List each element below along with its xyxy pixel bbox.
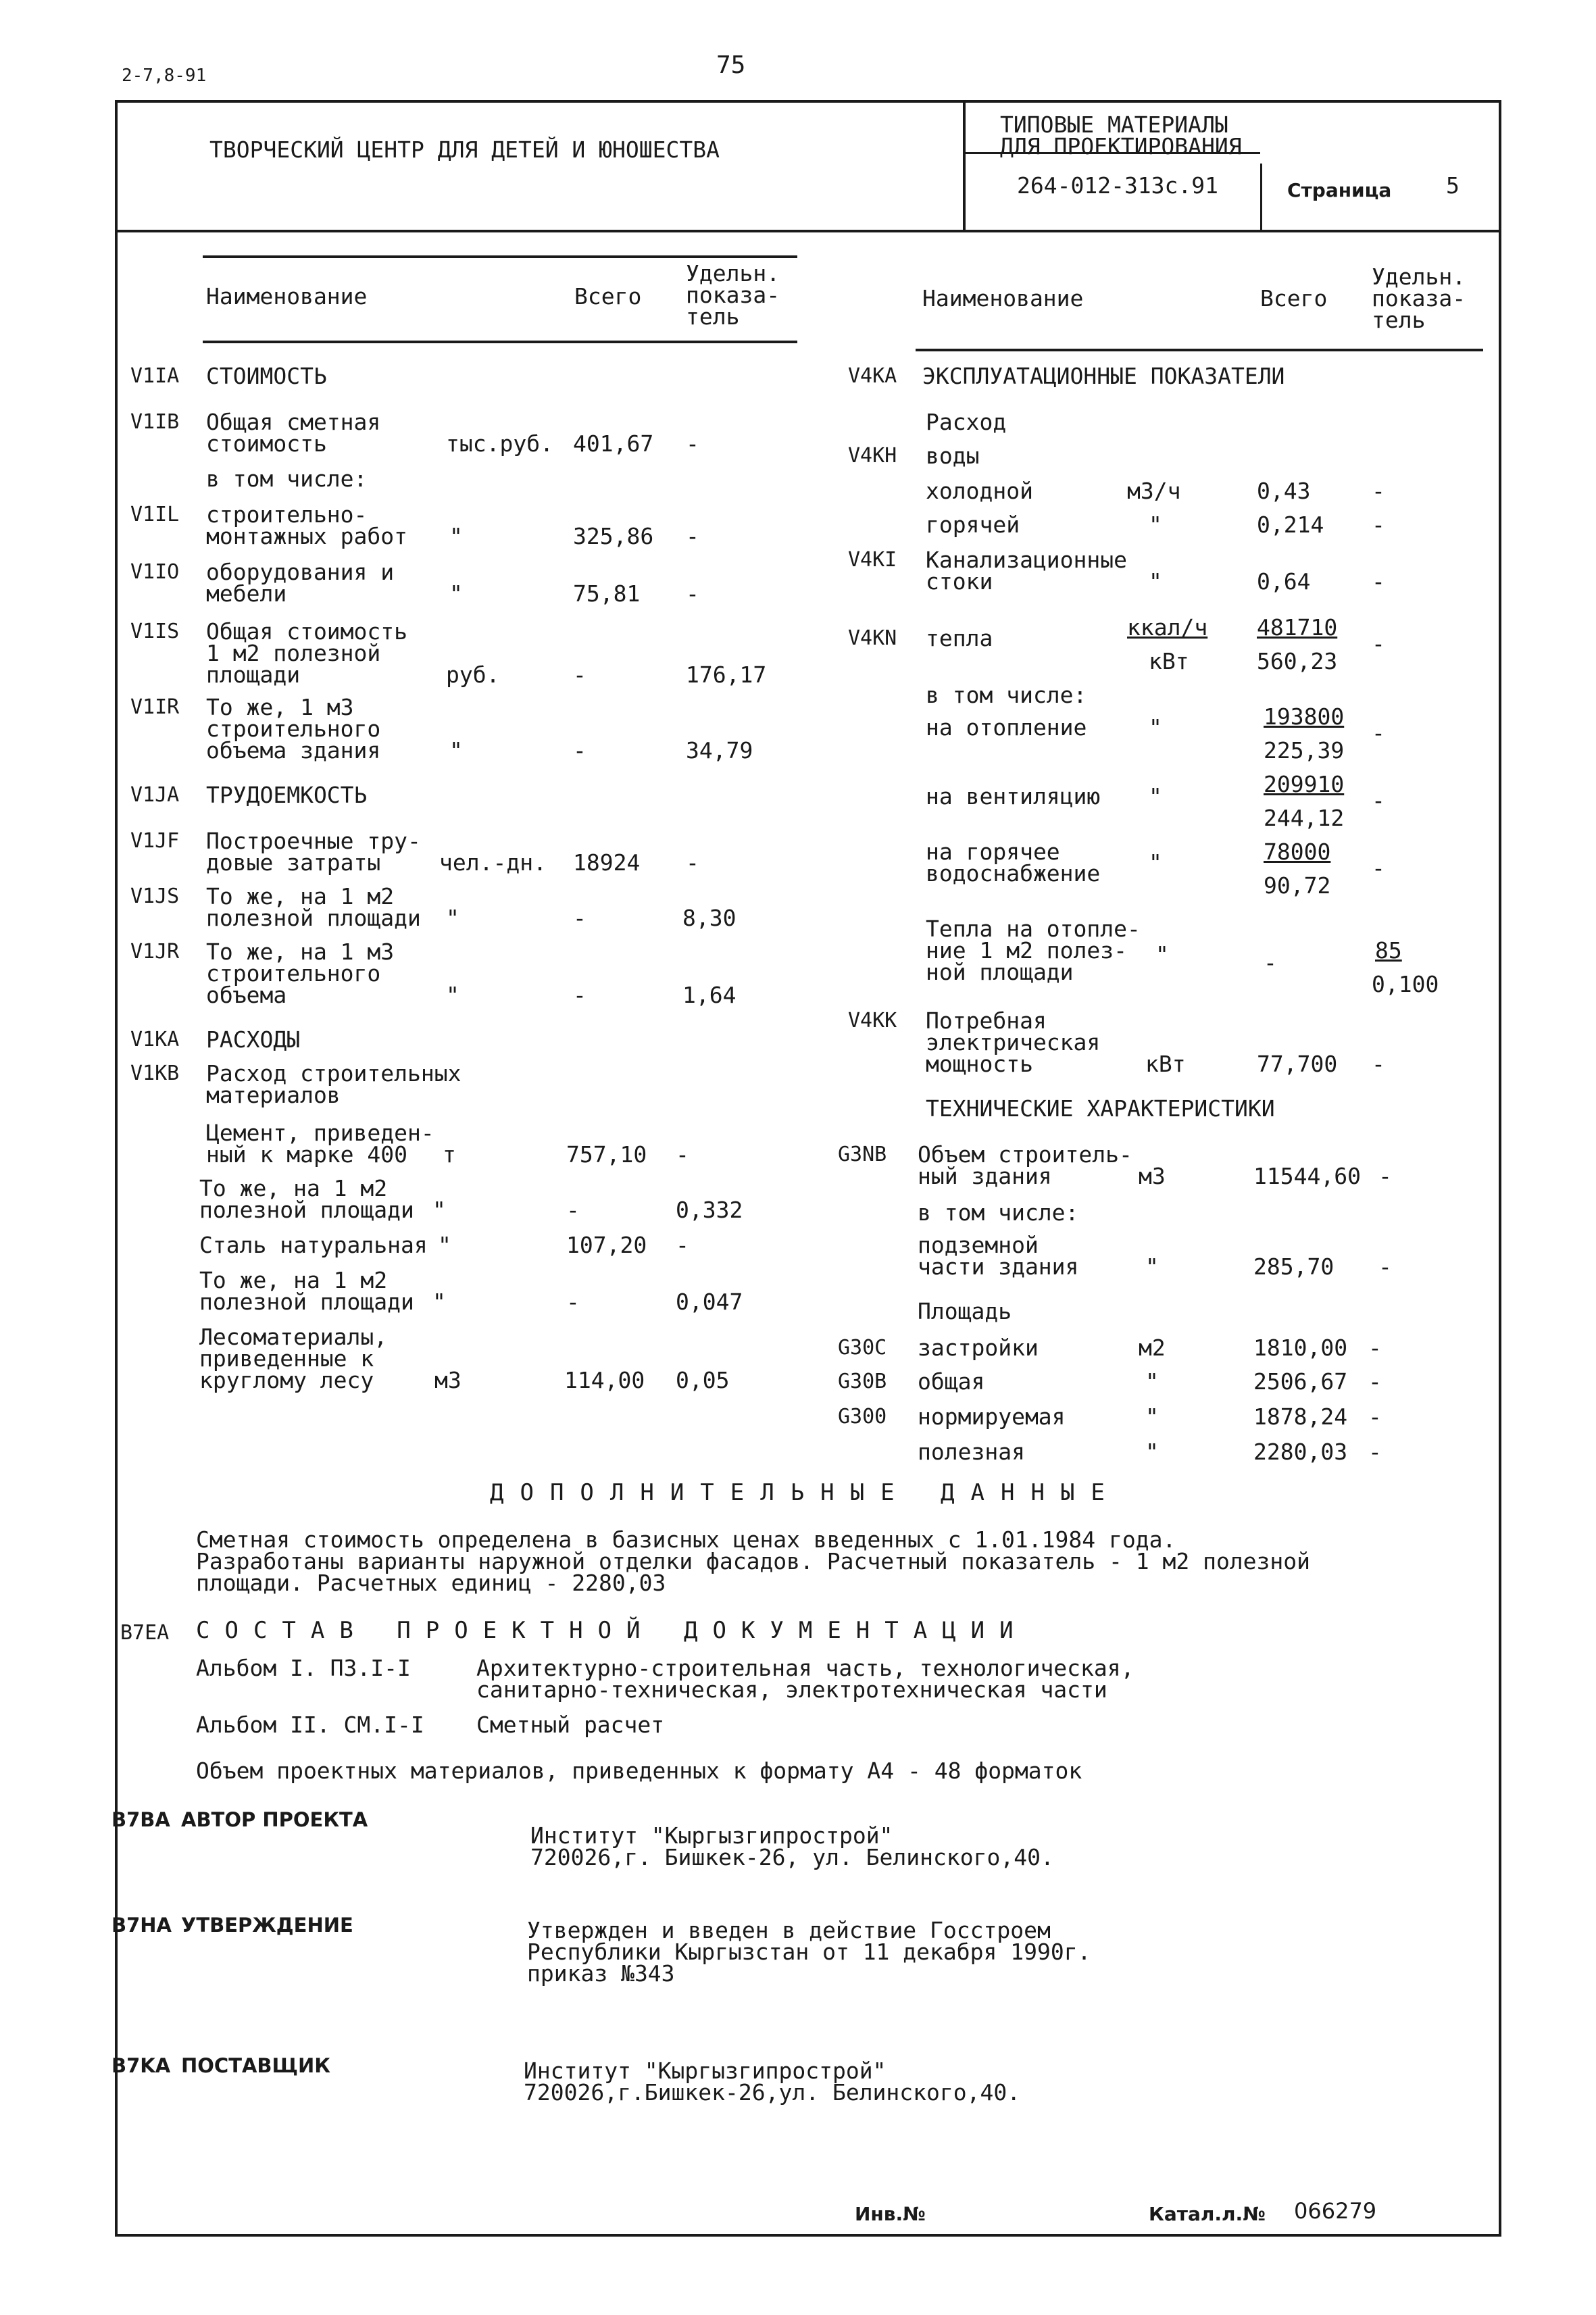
left-header-bottom-rule	[203, 341, 797, 343]
row-name: тепла	[926, 625, 993, 651]
row-name: объема здания	[206, 737, 381, 764]
row-name: СТОИМОСТЬ	[206, 363, 327, 389]
row-code: V4KN	[848, 626, 897, 650]
row-name: То же, на 1 м2	[199, 1175, 388, 1201]
row-unit: "	[1145, 1439, 1159, 1465]
right-col-spec2: показа-	[1372, 285, 1466, 312]
row-total: 1810,00	[1253, 1335, 1348, 1361]
row-spec: 0,05	[676, 1367, 730, 1393]
row-name: То же, 1 м3	[206, 694, 354, 720]
row-name: на отопление	[926, 714, 1087, 741]
row-name: водоснабжение	[926, 860, 1101, 887]
row-spec: -	[686, 580, 699, 607]
row-unit: "	[1149, 714, 1162, 741]
row-name: электрическая	[926, 1029, 1101, 1055]
row-name: Площадь	[918, 1298, 1012, 1324]
row-name: ный здания	[918, 1163, 1052, 1189]
row-total: 757,10	[566, 1141, 647, 1168]
supplier-line2: 720026,г.Бишкек-26,ул. Белинского,40.	[524, 2079, 1021, 2106]
row-name: Общая сметная	[206, 409, 381, 435]
row-total: 401,67	[573, 430, 654, 457]
row-spec: -	[1372, 1051, 1385, 1077]
row-unit: "	[1149, 512, 1162, 538]
row-unit: "	[1145, 1403, 1159, 1430]
row-name: Потребная	[926, 1007, 1047, 1034]
album2-desc: Сметный расчет	[476, 1712, 665, 1738]
header-divider	[115, 230, 1501, 232]
row-code: V4KH	[848, 444, 897, 468]
row-name: стоки	[926, 568, 993, 595]
left-col-total: Всего	[574, 283, 642, 309]
row-name: То же, на 1 м2	[206, 883, 395, 910]
row-unit: "	[449, 737, 463, 764]
row-spec: -	[1368, 1439, 1382, 1465]
row-name: полезной площади	[199, 1289, 414, 1315]
approval-line2: Республики Кыргызстан от 11 декабря 1990г.	[527, 1939, 1091, 1965]
row-spec: -	[686, 849, 699, 876]
row-name: То же, на 1 м3	[206, 939, 395, 965]
author-code: B7BA	[111, 1808, 170, 1831]
row-name: Тепла на отопле-	[926, 916, 1141, 942]
row-total2: 560,23	[1257, 648, 1338, 674]
row-unit: "	[432, 1197, 446, 1223]
row-unit: руб.	[446, 662, 500, 688]
right-col-spec3: тель	[1372, 307, 1426, 333]
row-spec: 0,332	[676, 1197, 743, 1223]
row-name: подземной	[918, 1232, 1039, 1258]
row-total2: 225,39	[1264, 737, 1345, 764]
row-name: Построечные тру-	[206, 828, 421, 854]
row-code: G30C	[838, 1336, 887, 1360]
row-name: 1 м2 полезной	[206, 640, 381, 666]
composition-heading: СОСТАВ ПРОЕКТНОЙ ДОКУМЕНТАЦИИ	[196, 1617, 1028, 1644]
row-code: V1IA	[130, 364, 180, 388]
row-spec: -	[1372, 568, 1385, 595]
row-total: 193800	[1264, 703, 1345, 730]
row-name: ние 1 м2 полез-	[926, 937, 1128, 964]
volume-note: Объем проектных материалов, приведенных к формату А4 - 48 форматок	[196, 1758, 1082, 1784]
page-value: 5	[1446, 172, 1460, 199]
supplier-code: B7KA	[111, 2054, 171, 2077]
row-unit: тыс.руб.	[446, 430, 553, 457]
row-spec: 8,30	[682, 905, 737, 931]
page-number: 75	[716, 51, 746, 79]
row-name: ТЕХНИЧЕСКИЕ ХАРАКТЕРИСТИКИ	[926, 1095, 1275, 1122]
row-name: мебели	[206, 580, 287, 607]
row-code: V4KK	[848, 1009, 897, 1032]
author-line2: 720026,г. Бишкек-26, ул. Белинского,40.	[530, 1844, 1054, 1870]
row-name: Расход	[926, 409, 1007, 435]
row-name: ной площади	[926, 959, 1074, 985]
row-total2: 244,12	[1264, 805, 1345, 831]
row-unit2: кВт	[1149, 648, 1189, 674]
row-code: V1IO	[130, 560, 180, 584]
row-name: Сталь натуральная	[199, 1232, 428, 1258]
row-name: объема	[206, 982, 287, 1008]
row-spec: -	[1372, 787, 1385, 814]
row-unit: "	[438, 1232, 451, 1258]
row-name: Цемент, приведен-	[206, 1120, 434, 1146]
row-name: холодной	[926, 478, 1033, 504]
row-total: 285,70	[1253, 1253, 1335, 1280]
row-unit: т	[443, 1141, 456, 1168]
row-name: в том числе:	[918, 1199, 1079, 1226]
row-spec: -	[1372, 478, 1385, 504]
catalog-number: 066279	[1294, 2198, 1377, 2224]
left-col-name: Наименование	[206, 283, 368, 309]
row-total: 2506,67	[1253, 1368, 1348, 1395]
supplier-line1: Институт "Кыргызгипрострой"	[524, 2058, 887, 2084]
document-title: ТВОРЧЕСКИЙ ЦЕНТР ДЛЯ ДЕТЕЙ И ЮНОШЕСТВА	[209, 136, 720, 163]
row-name: на вентиляцию	[926, 783, 1101, 810]
additional-line2: Разработаны варианты наружной отделки фасадов. Расчетный показатель - 1 м2 полезной	[196, 1548, 1311, 1574]
row-spec: -	[676, 1141, 689, 1168]
row-total: 18924	[573, 849, 641, 876]
catalog-label: Катал.л.№	[1149, 2203, 1266, 2225]
row-unit: м3/ч	[1127, 478, 1181, 504]
row-code: G3NB	[838, 1143, 887, 1166]
additional-line3: площади. Расчетных единиц - 2280,03	[196, 1570, 666, 1596]
row-name: в том числе:	[206, 466, 368, 492]
approval-code: B7HA	[111, 1914, 172, 1937]
row-code: V1IL	[130, 503, 180, 526]
series-line2: ДЛЯ ПРОЕКТИРОВАНИЯ	[1000, 133, 1242, 159]
row-name: круглому лесу	[199, 1367, 374, 1393]
row-name: Общая стоимость	[206, 618, 408, 645]
page-label: Страница	[1287, 179, 1392, 201]
row-spec: -	[1372, 630, 1385, 657]
row-name: Расход строительных	[206, 1060, 462, 1087]
row-unit: кВт	[1145, 1051, 1186, 1077]
row-name: оборудования и	[206, 559, 395, 585]
row-total: 75,81	[573, 580, 641, 607]
row-name: ТРУДОЕМКОСТЬ	[206, 782, 368, 808]
row-total: 0,43	[1257, 478, 1311, 504]
row-name: РАСХОДЫ	[206, 1026, 301, 1053]
row-unit: м3	[434, 1367, 462, 1393]
row-total: -	[1264, 949, 1277, 976]
row-spec: -	[1368, 1403, 1382, 1430]
header-vsep2	[1260, 164, 1262, 231]
row-unit: "	[446, 905, 459, 931]
row-spec: -	[686, 430, 699, 457]
row-total: 77,700	[1257, 1051, 1338, 1077]
row-total: -	[566, 1197, 580, 1223]
row-total: 78000	[1264, 839, 1331, 865]
row-spec: 176,17	[686, 662, 767, 688]
row-spec: -	[1368, 1335, 1382, 1361]
row-name: Объем строитель-	[918, 1141, 1132, 1168]
row-name: горячей	[926, 512, 1020, 538]
row-spec: 0,047	[676, 1289, 743, 1315]
row-unit: ккал/ч	[1127, 614, 1208, 641]
row-total: 11544,60	[1253, 1163, 1361, 1189]
row-name: То же, на 1 м2	[199, 1267, 388, 1293]
row-total: 114,00	[564, 1367, 645, 1393]
approval-label: УТВЕРЖДЕНИЕ	[181, 1914, 353, 1937]
row-name: нормируемая	[918, 1403, 1066, 1430]
row-unit: м3	[1139, 1163, 1166, 1189]
left-col-spec1: Удельн.	[686, 260, 780, 287]
row-unit: "	[1149, 568, 1162, 595]
row-unit: "	[449, 580, 463, 607]
row-total: -	[573, 737, 587, 764]
inventory-label: Инв.№	[855, 2203, 926, 2225]
row-name: Лесоматериалы,	[199, 1324, 388, 1350]
row-name: части здания	[918, 1253, 1079, 1280]
left-col-spec3: тель	[686, 303, 740, 330]
album1-desc2: санитарно-техническая, электротехническая части	[476, 1676, 1107, 1703]
row-unit: "	[1155, 941, 1169, 968]
author-label: АВТОР ПРОЕКТА	[181, 1808, 368, 1831]
row-code: V1JR	[130, 940, 180, 964]
row-code: V1JA	[130, 783, 180, 807]
row-unit: "	[1149, 849, 1162, 876]
row-code: V1JS	[130, 885, 180, 908]
row-total: 481710	[1257, 614, 1338, 641]
row-total: -	[573, 662, 587, 688]
row-total: 0,214	[1257, 512, 1324, 538]
row-name: в том числе:	[926, 682, 1087, 708]
row-total: 1878,24	[1253, 1403, 1348, 1430]
row-code: V1KB	[130, 1062, 180, 1085]
row-total: 0,64	[1257, 568, 1311, 595]
row-spec: -	[1378, 1163, 1392, 1189]
row-name: материалов	[206, 1082, 341, 1108]
row-unit: "	[446, 982, 459, 1008]
row-unit: "	[449, 523, 463, 549]
row-code: V1KA	[130, 1028, 180, 1051]
row-spec: 85	[1375, 937, 1402, 964]
album1-name: Альбом I. ПЗ.I-I	[196, 1655, 411, 1681]
row-total: -	[566, 1289, 580, 1315]
supplier-label: ПОСТАВЩИК	[181, 2054, 330, 2077]
header-vsep	[963, 100, 966, 231]
row-spec: 34,79	[686, 737, 753, 764]
row-total: -	[573, 905, 587, 931]
row-spec: -	[686, 523, 699, 549]
left-header-top-rule	[203, 255, 797, 258]
row-name: строительного	[206, 960, 381, 987]
row-spec: 1,64	[682, 982, 737, 1008]
row-spec: -	[1372, 855, 1385, 881]
row-unit: "	[1149, 783, 1162, 810]
author-line1: Институт "Кыргызгипрострой"	[530, 1822, 893, 1849]
corner-code: 2-7,8-91	[122, 66, 207, 86]
row-spec2: 0,100	[1372, 971, 1439, 997]
row-name: полезной площади	[206, 905, 421, 931]
series-code: 264-012-313с.91	[1017, 172, 1219, 199]
approval-line1: Утвержден и введен в действие Госстроем	[527, 1917, 1051, 1943]
row-name: стоимость	[206, 430, 327, 457]
row-name: на горячее	[926, 839, 1060, 865]
row-name: приведенные к	[199, 1345, 374, 1372]
row-total: -	[573, 982, 587, 1008]
right-col-total: Всего	[1260, 285, 1328, 312]
row-spec: -	[1372, 720, 1385, 746]
row-code: V1IB	[130, 410, 180, 434]
row-unit: "	[1145, 1368, 1159, 1395]
row-code: V1IS	[130, 620, 180, 643]
row-name: строительного	[206, 716, 381, 742]
row-code: V1IR	[130, 695, 180, 719]
approval-line3: приказ №343	[527, 1960, 675, 1987]
row-spec: -	[676, 1232, 689, 1258]
row-name: довые затраты	[206, 849, 381, 876]
row-unit: "	[432, 1289, 446, 1315]
row-unit: "	[1145, 1253, 1159, 1280]
row-total: 2280,03	[1253, 1439, 1348, 1465]
row-code: G300	[838, 1405, 887, 1428]
row-name: полезной площади	[199, 1197, 414, 1223]
row-unit: м2	[1139, 1335, 1166, 1361]
row-total: 325,86	[573, 523, 654, 549]
row-code: V1JF	[130, 829, 180, 853]
row-code: V4KI	[848, 548, 897, 572]
additional-line1: Сметная стоимость определена в базисных ценах введенных с 1.01.1984 года.	[196, 1526, 1176, 1553]
row-spec: -	[1378, 1253, 1392, 1280]
row-name: строительно-	[206, 501, 368, 528]
row-code: G30B	[838, 1370, 887, 1393]
row-total2: 90,72	[1264, 872, 1331, 899]
row-name: монтажных работ	[206, 523, 408, 549]
row-name: ЭКСПЛУАТАЦИОННЫЕ ПОКАЗАТЕЛИ	[922, 363, 1285, 389]
row-name: полезная	[918, 1439, 1025, 1465]
row-name: воды	[926, 443, 980, 469]
row-code: V4KA	[848, 364, 897, 388]
additional-heading: ДОПОЛНИТЕЛЬНЫЕ ДАННЫЕ	[490, 1479, 1121, 1506]
row-unit: чел.-дн.	[439, 849, 547, 876]
row-name: ный к марке 400	[206, 1141, 408, 1168]
row-name: площади	[206, 662, 301, 688]
composition-code: B7EA	[120, 1621, 170, 1645]
row-name: застройки	[918, 1335, 1039, 1361]
left-col-spec2: показа-	[686, 282, 780, 308]
row-name: Канализационные	[926, 547, 1128, 573]
right-col-spec1: Удельн.	[1372, 264, 1466, 290]
series-line1: ТИПОВЫЕ МАТЕРИАЛЫ	[1000, 111, 1228, 138]
row-name: мощность	[926, 1051, 1033, 1077]
row-total: 107,20	[566, 1232, 647, 1258]
right-header-bottom-rule	[916, 349, 1483, 351]
row-name: общая	[918, 1368, 985, 1395]
row-spec: -	[1372, 512, 1385, 538]
right-col-name: Наименование	[922, 285, 1084, 312]
row-spec: -	[1368, 1368, 1382, 1395]
album1-desc1: Архитектурно-строительная часть, технологическая,	[476, 1655, 1134, 1681]
album2-name: Альбом II. СМ.I-I	[196, 1712, 424, 1738]
row-total: 209910	[1264, 771, 1345, 797]
